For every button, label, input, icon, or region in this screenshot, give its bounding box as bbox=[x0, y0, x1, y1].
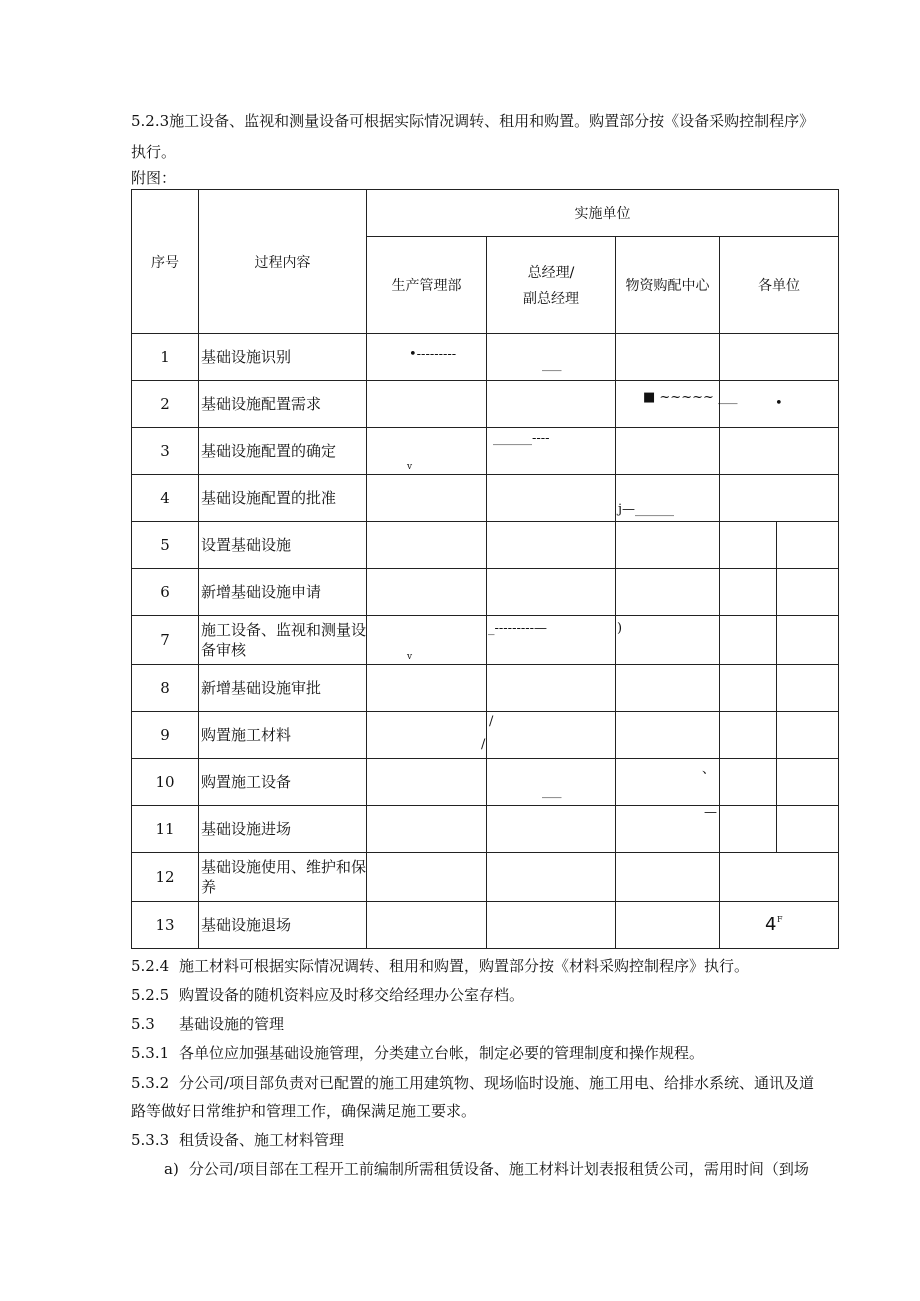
row-process: 新增基础设施申请 bbox=[199, 569, 367, 616]
table-row bbox=[132, 806, 839, 853]
cell-r7-c1 bbox=[367, 616, 487, 665]
paragraph bbox=[131, 985, 524, 1005]
cell-r5-c3 bbox=[616, 522, 720, 569]
cell-r12-c1 bbox=[367, 853, 487, 902]
cell-r3-c2 bbox=[487, 428, 616, 475]
paragraph-text: 各单位应加强基础设施管理，分类建立台帐，制定必要的管理制度和操作规程。 bbox=[179, 1044, 705, 1062]
flow-mark: ___ bbox=[542, 357, 562, 372]
header-all-units: 各单位 bbox=[720, 237, 839, 334]
cell-r3-c3 bbox=[616, 428, 720, 475]
cell-r1-c1 bbox=[367, 334, 487, 381]
table-row bbox=[132, 665, 839, 712]
cell-r4-c4 bbox=[720, 475, 839, 522]
cell-r1-c3 bbox=[616, 334, 720, 381]
cell-r13-c4 bbox=[720, 902, 839, 949]
table-row bbox=[132, 853, 839, 902]
row-process: 购置施工设备 bbox=[199, 759, 367, 806]
row-process: 新增基础设施审批 bbox=[199, 665, 367, 712]
paragraph-text: 租赁设备、施工材料管理 bbox=[179, 1131, 345, 1149]
cell-r7-c4 bbox=[720, 616, 839, 665]
paragraph-text: 施工材料可根据实际情况调转、租用和购置，购置部分按《材料采购控制程序》执行。 bbox=[179, 957, 750, 975]
flow-mark: 4 bbox=[765, 914, 777, 935]
cell-r13-c3 bbox=[616, 902, 720, 949]
cell-r1-c4 bbox=[720, 334, 839, 381]
cell-r10-c1 bbox=[367, 759, 487, 806]
cell-r12-c4 bbox=[720, 853, 839, 902]
header-gm-line2: 副总经理 bbox=[523, 291, 579, 307]
cell-r5-c4 bbox=[720, 522, 839, 569]
cell-r11-c2 bbox=[487, 806, 616, 853]
cell-r7-c3 bbox=[616, 616, 720, 665]
row-number: 7 bbox=[132, 616, 199, 665]
figure-caption: 附图： bbox=[131, 169, 177, 187]
flow-mark: ___ bbox=[542, 784, 562, 799]
cell-r4-c3 bbox=[616, 475, 720, 522]
cell-r5-c1 bbox=[367, 522, 487, 569]
section-number: 5.2.5 bbox=[131, 986, 170, 1004]
cell-r3-c4 bbox=[720, 428, 839, 475]
row-number: 1 bbox=[132, 334, 199, 381]
cell-r2-c2 bbox=[487, 381, 616, 428]
table-row bbox=[132, 712, 839, 759]
header-seq: 序号 bbox=[132, 190, 199, 334]
row-process: 施工设备、监视和测量设备审核 bbox=[199, 616, 367, 665]
cell-r12-c3 bbox=[616, 853, 720, 902]
cell-r8-c4 bbox=[720, 665, 839, 712]
table-row bbox=[132, 381, 839, 428]
flow-mark: j—______ bbox=[618, 502, 675, 517]
process-flow-table bbox=[131, 189, 839, 949]
paragraph-continuation: 路等做好日常维护和管理工作，确保满足施工要求。 bbox=[131, 1102, 477, 1120]
flow-mark: 、 bbox=[702, 762, 716, 777]
cell-r2-c1 bbox=[367, 381, 487, 428]
row-number: 2 bbox=[132, 381, 199, 428]
cell-r9-c2 bbox=[481, 712, 616, 759]
header-general-manager bbox=[487, 237, 616, 334]
intro-line-1: 5.2.3施工设备、监视和测量设备可根据实际情况调转、租用和购置。购置部分按《设备采购控制程序》 bbox=[131, 112, 815, 130]
row-process: 基础设施识别 bbox=[199, 334, 367, 381]
cell-r11-c4 bbox=[720, 806, 839, 853]
paragraph bbox=[131, 1043, 704, 1063]
cell-r10-c3 bbox=[616, 759, 720, 806]
row-process: 设置基础设施 bbox=[199, 522, 367, 569]
flow-mark: _---------— bbox=[488, 621, 548, 636]
row-process: 基础设施退场 bbox=[199, 902, 367, 949]
flow-mark: ______---- bbox=[493, 431, 550, 446]
row-process: 购置施工材料 bbox=[199, 712, 367, 759]
cell-r2-c3 bbox=[616, 381, 738, 428]
cell-r8-c1 bbox=[367, 665, 487, 712]
paragraph-text: 购置设备的随机资料应及时移交给经理办公室存档。 bbox=[179, 986, 525, 1004]
flow-mark: •--------- bbox=[409, 347, 457, 362]
flow-mark: / bbox=[489, 714, 494, 729]
paragraph bbox=[131, 1130, 344, 1150]
cell-r10-c2 bbox=[487, 759, 616, 806]
row-number: 9 bbox=[132, 712, 199, 759]
cell-r5-c2 bbox=[487, 522, 616, 569]
row-number: 13 bbox=[132, 902, 199, 949]
section-number: 5.3.3 bbox=[131, 1131, 170, 1149]
flow-mark: v bbox=[407, 462, 413, 472]
section-number: 5.2.4 bbox=[131, 957, 170, 975]
header-implementing-units: 实施单位 bbox=[367, 190, 839, 237]
cell-r11-c1 bbox=[367, 806, 487, 853]
cell-r1-c2 bbox=[487, 334, 616, 381]
cell-r6-c2 bbox=[487, 569, 616, 616]
row-process: 基础设施配置需求 bbox=[199, 381, 367, 428]
table-row bbox=[132, 616, 839, 665]
cell-r2-c4 bbox=[720, 381, 839, 428]
row-number: 12 bbox=[132, 853, 199, 902]
row-number: 8 bbox=[132, 665, 199, 712]
row-number: 10 bbox=[132, 759, 199, 806]
row-number: 11 bbox=[132, 806, 199, 853]
cell-r8-c3 bbox=[616, 665, 720, 712]
cell-r8-c2 bbox=[487, 665, 616, 712]
cell-r13-c1 bbox=[367, 902, 487, 949]
cell-r9-c4 bbox=[720, 712, 839, 759]
cell-r6-c1 bbox=[367, 569, 487, 616]
cell-r13-c2 bbox=[487, 902, 616, 949]
flow-mark: — bbox=[704, 805, 717, 820]
row-number: 6 bbox=[132, 569, 199, 616]
table-row bbox=[132, 569, 839, 616]
cell-r6-c3 bbox=[616, 569, 720, 616]
paragraph-text: 基础设施的管理 bbox=[179, 1015, 285, 1033]
flow-mark: ) bbox=[617, 621, 623, 636]
cell-r3-c1 bbox=[367, 428, 487, 475]
header-production-dept: 生产管理部 bbox=[367, 237, 487, 334]
row-number: 5 bbox=[132, 522, 199, 569]
cell-r4-c2 bbox=[487, 475, 616, 522]
paragraph-text: 分公司/项目部在工程开工前编制所需租赁设备、施工材料计划表报租赁公司，需用时间（到场 bbox=[188, 1160, 809, 1178]
section-number: 5.3.2 bbox=[131, 1074, 170, 1092]
table-row bbox=[132, 334, 839, 381]
flow-mark-sup: F bbox=[777, 915, 783, 924]
cell-r4-c1 bbox=[367, 475, 487, 522]
flow-mark: v bbox=[407, 652, 413, 662]
section-number: 5.3.1 bbox=[131, 1044, 170, 1062]
row-process: 基础设施配置的确定 bbox=[199, 428, 367, 475]
table-row bbox=[132, 522, 839, 569]
row-number: 4 bbox=[132, 475, 199, 522]
cell-r9-c1 bbox=[367, 712, 487, 759]
header-materials-center: 物资购配中心 bbox=[616, 237, 720, 334]
cell-r11-c3 bbox=[616, 806, 720, 853]
cell-r10-c4 bbox=[720, 759, 839, 806]
flow-mark: ■ ~~~~~ ___ bbox=[643, 390, 738, 405]
flow-mark: • bbox=[775, 396, 783, 411]
section-number: 5.3 bbox=[131, 1015, 155, 1033]
table-row bbox=[132, 902, 839, 949]
row-process: 基础设施使用、维护和保养 bbox=[199, 853, 367, 902]
cell-r12-c2 bbox=[487, 853, 616, 902]
paragraph bbox=[164, 1159, 809, 1179]
table-row bbox=[132, 475, 839, 522]
intro-line-2: 执行。 bbox=[131, 143, 177, 161]
table-row bbox=[132, 428, 839, 475]
table-row bbox=[132, 759, 839, 806]
row-number: 3 bbox=[132, 428, 199, 475]
paragraph-text: 分公司/项目部负责对已配置的施工用建筑物、现场临时设施、施工用电、给排水系统、通讯及道 bbox=[179, 1074, 815, 1092]
paragraph bbox=[131, 1014, 284, 1034]
row-process: 基础设施进场 bbox=[199, 806, 367, 853]
paragraph bbox=[131, 956, 749, 976]
row-process: 基础设施配置的批准 bbox=[199, 475, 367, 522]
header-gm-line1: 总经理/ bbox=[527, 265, 575, 281]
cell-r7-c2 bbox=[487, 616, 616, 665]
cell-r6-c4 bbox=[720, 569, 839, 616]
cell-r9-c3 bbox=[616, 712, 720, 759]
list-marker: a) bbox=[164, 1160, 179, 1178]
header-process: 过程内容 bbox=[199, 190, 367, 334]
flow-mark: / bbox=[481, 737, 486, 752]
paragraph bbox=[131, 1073, 814, 1093]
